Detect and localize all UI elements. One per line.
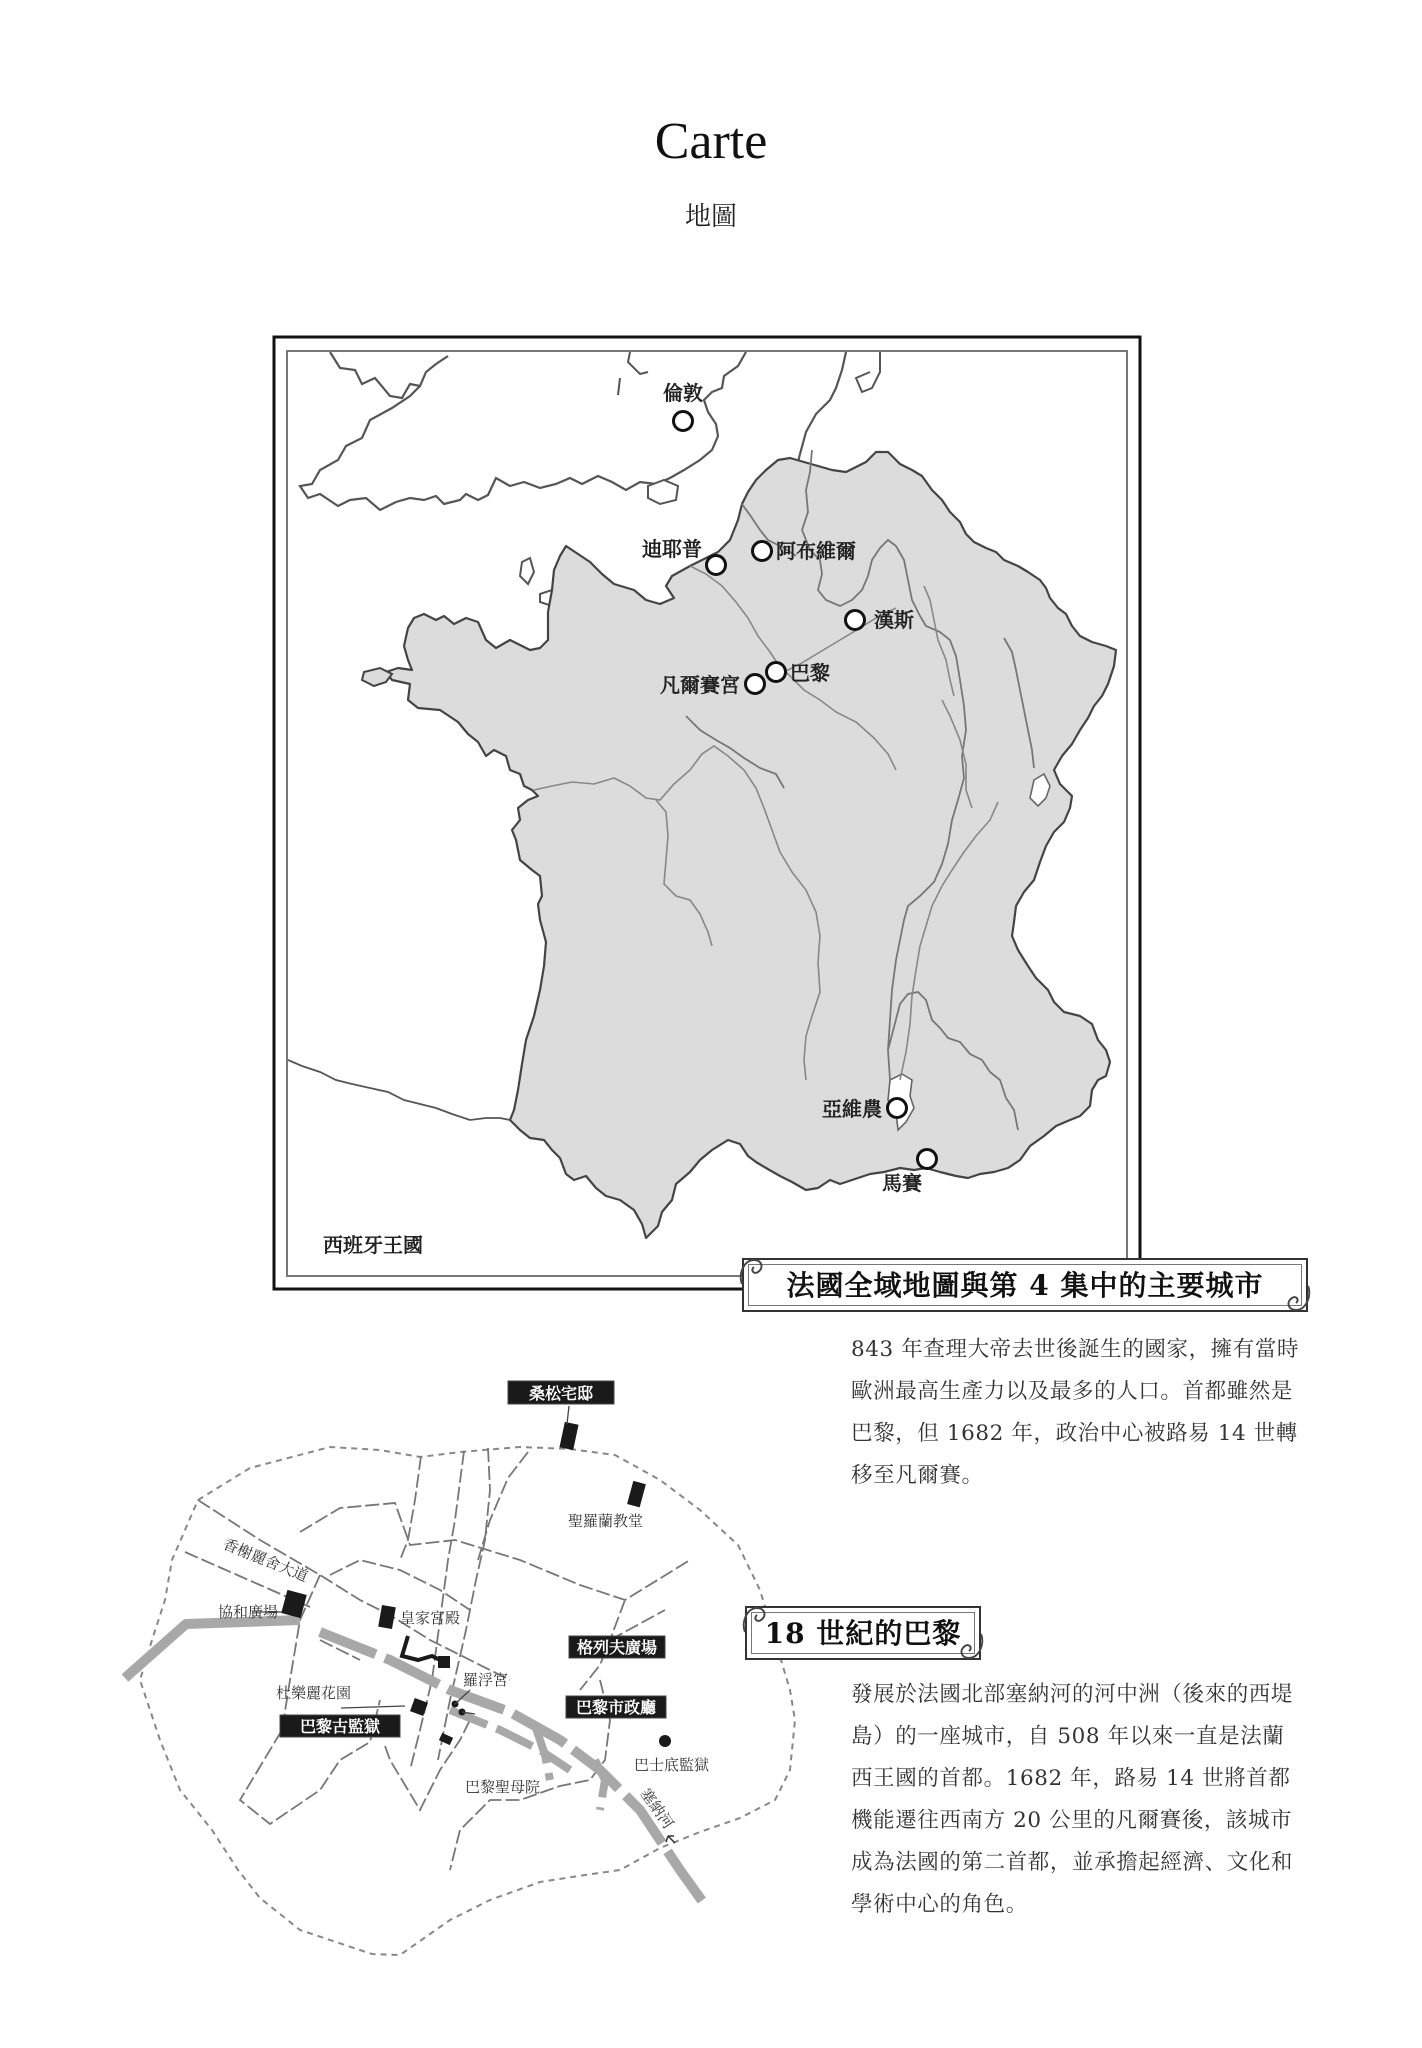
page-subtitle: 地圖	[684, 202, 737, 232]
paragraph-line: 843 年查理大帝去世後誕生的國家，擁有當時	[851, 1337, 1300, 1362]
boxed-label-hotel-de-ville	[566, 1696, 666, 1718]
building-sanson	[559, 1422, 578, 1450]
city-label: 馬賽	[882, 1171, 922, 1195]
city-marker	[767, 663, 786, 682]
city-marker	[674, 412, 693, 431]
region-label-spain: 西班牙王國	[323, 1233, 423, 1257]
section-heading-banner-2	[745, 1606, 981, 1660]
isle-of-wight	[648, 480, 678, 504]
label-tuileries: 杜樂麗花園	[276, 1684, 352, 1702]
label-louvre: 羅浮宮	[463, 1671, 509, 1689]
paragraph-line: 成為法國的第二首都，並承擔起經濟、文化和	[851, 1850, 1294, 1875]
city-marker	[753, 542, 772, 561]
building-palais-royal	[378, 1605, 396, 1629]
city-marker	[918, 1150, 937, 1169]
label-concorde: 協和廣場	[218, 1603, 279, 1621]
marker-bastille	[659, 1735, 671, 1747]
boxed-label-conciergerie	[280, 1715, 400, 1737]
page-title: Carte	[654, 113, 768, 170]
svg-text:巴黎市政廳: 巴黎市政廳	[575, 1698, 657, 1717]
svg-text:巴黎古監獄: 巴黎古監獄	[299, 1717, 381, 1736]
city-marker	[707, 556, 726, 575]
city-label: 凡爾賽宮	[660, 673, 740, 697]
label-bastille: 巴士底監獄	[634, 1756, 710, 1774]
svg-text:格列夫廣場: 格列夫廣場	[576, 1638, 658, 1657]
section-heading-1: 法國全域地圖與第 4 集中的主要城市	[786, 1269, 1264, 1303]
city-label: 亞維農	[822, 1097, 882, 1121]
label-palais-royal: 皇家宮殿	[400, 1609, 461, 1627]
seine-flow-arrow-icon	[666, 1836, 675, 1843]
city-paris	[767, 661, 831, 685]
building-louvre	[402, 1636, 440, 1660]
paragraph-line: 學術中心的角色。	[851, 1892, 1028, 1917]
building-conciergerie	[410, 1698, 428, 1716]
boxed-label-greve	[569, 1636, 665, 1658]
section-1-paragraph	[851, 1329, 1299, 1497]
label-notre-dame: 巴黎聖母院	[465, 1778, 541, 1796]
city-avignon	[822, 1097, 907, 1121]
paragraph-line: 機能遷往西南方 20 公里的凡爾賽後，該城市	[851, 1808, 1293, 1833]
section-2-paragraph	[851, 1674, 1293, 1926]
label-seine: 塞納河	[636, 1784, 678, 1833]
paragraph-line: 西王國的首都。1682 年，路易 14 世將首都	[851, 1766, 1291, 1791]
paragraph-line: 發展於法國北部塞納河的河中洲（後來的西堤	[851, 1682, 1294, 1707]
city-marker	[746, 675, 765, 694]
city-label: 迪耶普	[642, 537, 702, 561]
paragraph-line: 巴黎，但 1682 年，政治中心被路易 14 世轉	[851, 1421, 1298, 1446]
paragraph-line: 歐洲最高生產力以及最多的人口。首都雖然是	[851, 1379, 1294, 1404]
city-abbeville	[753, 539, 857, 563]
building-saint-laurent	[627, 1481, 646, 1508]
city-label: 阿布維爾	[776, 539, 856, 563]
label-champs-elysees: 香榭麗舍大道	[220, 1535, 311, 1586]
building-louvre-end	[438, 1656, 450, 1668]
city-marker	[888, 1099, 907, 1118]
city-reims	[846, 608, 915, 632]
paragraph-line: 島）的一座城市，自 508 年以來一直是法蘭	[851, 1724, 1285, 1749]
seine-river-paris	[125, 1620, 300, 1678]
city-label: 漢斯	[874, 608, 914, 632]
section-heading-banner-1	[742, 1258, 1308, 1312]
svg-text:桑松宅邸: 桑松宅邸	[528, 1384, 594, 1403]
city-label: 巴黎	[790, 661, 830, 685]
label-saint-laurent: 聖羅蘭教堂	[568, 1512, 644, 1530]
paragraph-line: 移至凡爾賽。	[851, 1463, 984, 1488]
city-label: 倫敦	[663, 381, 703, 405]
paris-map	[125, 1381, 795, 1955]
boxed-label-sanson	[508, 1381, 614, 1404]
city-marker	[846, 611, 865, 630]
section-heading-2: 18 世紀的巴黎	[764, 1617, 962, 1651]
